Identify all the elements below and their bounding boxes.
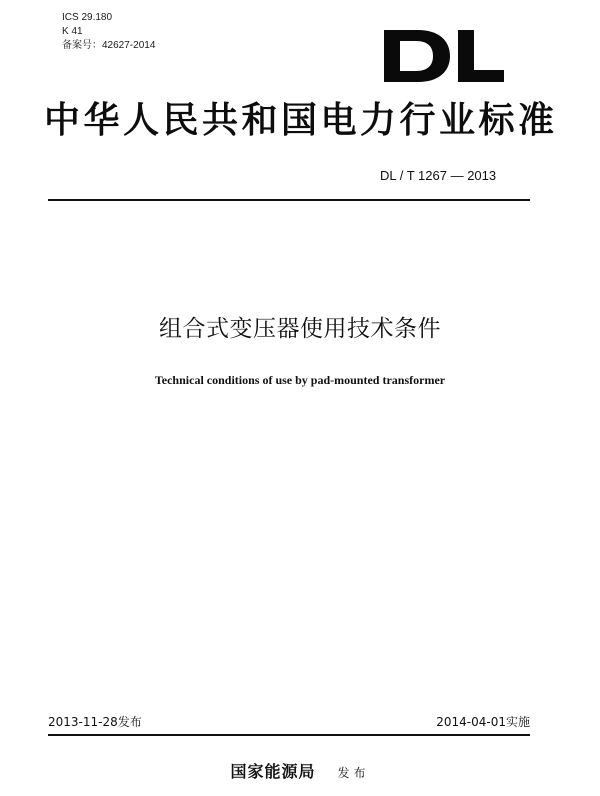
header-title: 中华人民共和国电力行业标准 xyxy=(44,99,558,141)
dl-logo xyxy=(384,30,504,82)
top-divider xyxy=(48,199,530,201)
publisher-name: 国家能源局 xyxy=(230,762,316,781)
ics-code: ICS 29.180 xyxy=(62,12,113,23)
issue-date: 2013-11-28发布 xyxy=(48,715,142,729)
document-title-en: Technical conditions of use by pad-mounted transformer xyxy=(154,373,446,387)
logo-letter-d xyxy=(384,30,450,82)
bottom-divider xyxy=(48,734,530,736)
record-number: 备案号：42627-2014 xyxy=(62,40,156,51)
publisher-line xyxy=(0,762,600,783)
document-title-cn: 组合式变压器使用技术条件 xyxy=(159,316,441,342)
classification-code: K 41 xyxy=(62,26,83,37)
implementation-date: 2014-04-01实施 xyxy=(436,715,530,729)
publish-label: 发布 xyxy=(337,766,370,780)
logo-letter-l xyxy=(458,30,504,82)
standard-number: DL / T 1267 — 2013 xyxy=(380,168,497,183)
